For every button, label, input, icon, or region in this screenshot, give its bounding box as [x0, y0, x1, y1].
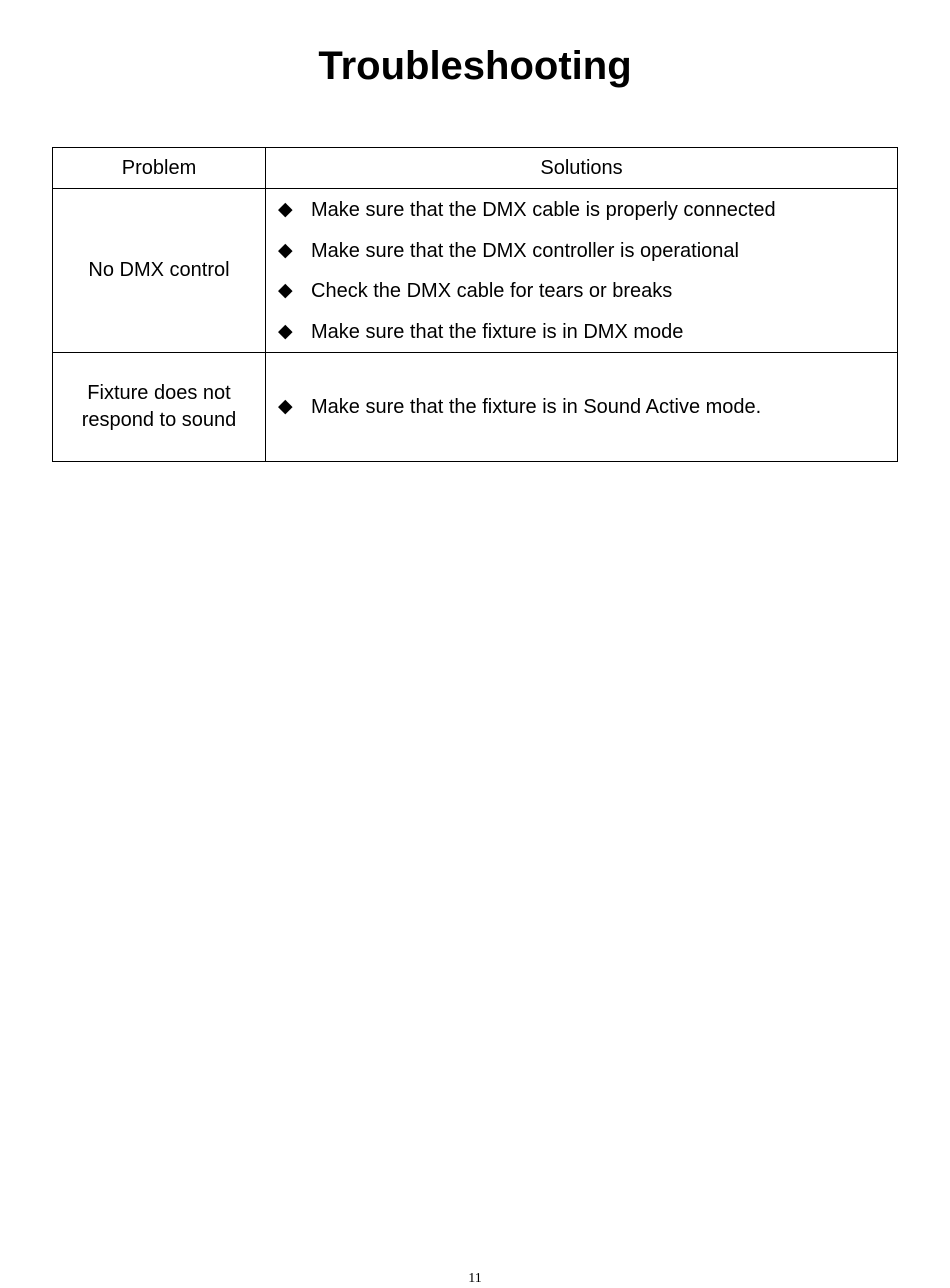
solution-list	[266, 189, 897, 344]
solution-text: Make sure that the DMX cable is properly connected	[311, 199, 776, 221]
solution-text: Make sure that the fixture is in DMX mode	[311, 320, 684, 343]
solution-list	[266, 395, 897, 419]
solution-item	[266, 239, 897, 280]
table-header-row	[53, 148, 898, 189]
black-diamond-icon: ◆	[278, 239, 293, 261]
troubleshooting-table	[52, 147, 898, 462]
black-diamond-icon: ◆	[278, 396, 293, 417]
solution-item	[266, 198, 897, 239]
solution-text: Make sure that the fixture is in Sound Active mode.	[311, 396, 762, 418]
problem-cell: No DMX control	[53, 189, 266, 353]
table-row	[53, 353, 898, 462]
solutions-cell	[266, 189, 898, 353]
header-solutions: Solutions	[266, 148, 898, 189]
problem-line: Fixture does not	[87, 382, 231, 404]
problem-line: respond to sound	[81, 409, 237, 431]
page-title: Troubleshooting	[318, 44, 632, 88]
solution-text: Check the DMX cable for tears or breaks	[311, 280, 673, 302]
header-problem: Problem	[53, 148, 266, 189]
solution-item	[266, 279, 897, 320]
table-row	[53, 189, 898, 353]
solution-item	[266, 320, 897, 344]
problem-cell	[53, 353, 266, 462]
solutions-cell	[266, 353, 898, 462]
black-diamond-icon: ◆	[278, 199, 293, 220]
solution-item	[266, 395, 897, 419]
page-number: 11	[468, 1271, 482, 1286]
black-diamond-icon: ◆	[278, 280, 293, 301]
black-diamond-icon: ◆	[278, 320, 293, 342]
solution-text: Make sure that the DMX controller is operational	[311, 239, 739, 262]
